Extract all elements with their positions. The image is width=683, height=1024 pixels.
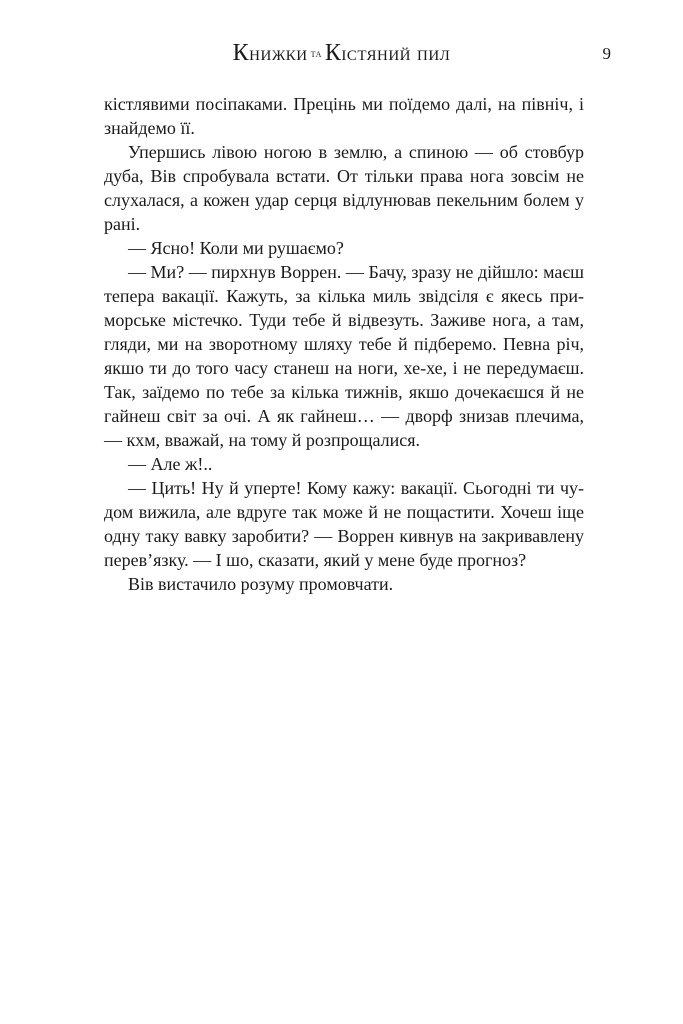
paragraph: Упершись лівою ногою в землю, а спиною — об стовбур дуба, Вів спробувала встати. От тільки права нога зовсім не слухалася, а кожен удар серця відлунював пекельним болем у рані. <box>104 142 584 234</box>
title-initial-2: К <box>324 40 342 66</box>
title-words-2: істяний пил <box>341 40 451 65</box>
paragraph: кістлявими посіпаками. Прецінь ми поїдемо далі, на північ, і знайдемо її. <box>104 94 584 138</box>
paragraph: — Але ж!.. <box>128 454 213 474</box>
paragraph: — Ми? — пирхнув Воррен. — Бачу, зразу не дійшло: маєш тепера вакації. Кажуть, за кілька миль звідсіля є якесь приморське містечко. Туди тебе й відвезуть. Заживе нога, а там, гляди, ми на зворотному шляху тебе й підберемо. Певна річ, якшо ти до того часу станеш на ноги, хе-хе, і не передумаєш. Так, заїдемо по тебе за кілька тижнів, якшо дочекаєшся й не гайнеш світ за очі. А як гайнеш… — дворф знизав плечима, — кхм, вважай, на тому й розпрощалися. <box>104 262 584 450</box>
page-number: 9 <box>602 44 611 63</box>
running-head <box>0 36 683 76</box>
title-word-1: нижки <box>249 40 308 65</box>
paragraph: — Ясно! Коли ми рушаємо? <box>128 238 344 258</box>
paragraph: Вів вистачило розуму промовчати. <box>128 574 394 594</box>
paragraph: — Цить! Ну й уперте! Кому кажу: вакації. Сьогодні ти чудом вижила, але вдруге так може й не пощастити. Хочеш іще одну таку вавку заробити? — Воррен кивнув на закривавлену перев’язку. — І шо, сказати, який у мене буде прогноз? <box>104 478 584 570</box>
title-connector: та <box>310 46 322 60</box>
book-title <box>0 38 683 68</box>
body-text <box>104 92 584 596</box>
title-initial-1: К <box>232 40 250 66</box>
